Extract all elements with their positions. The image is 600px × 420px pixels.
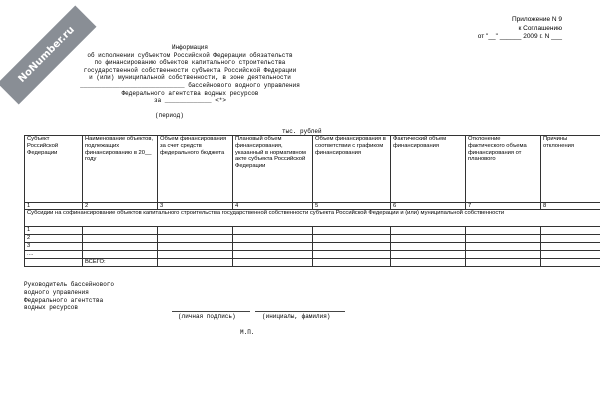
table-row (25, 243, 600, 251)
heading-period: за _____________ <*> (153, 97, 226, 105)
signatory-line: Федерального агентства (24, 296, 104, 304)
total-row (25, 259, 600, 267)
section-title: Субсидии на софинансирование объектов капитального строительства государственной собственности субъекта Российской Федерации и (или) муниципальной собственности (25, 210, 600, 227)
watermark-logo: NoNumber.ru (0, 6, 96, 105)
stamp-place: М.П. (240, 329, 255, 336)
heading-line: об исполнении субъектом Российской Федерации обязательств (87, 51, 293, 59)
signature-line (172, 311, 250, 312)
header-cell: Фактический объем финансирования (391, 136, 466, 203)
row-number: 1 (25, 227, 83, 235)
signatory-line: водного управления (24, 288, 89, 296)
report-table (24, 135, 600, 267)
appendix-agreement: к Соглашению (518, 24, 562, 32)
column-number: 2 (83, 203, 158, 210)
total-label: ВСЕГО: (83, 259, 158, 267)
column-number: 1 (25, 203, 83, 210)
heading-line: по финансированию объектов капитального строительства (94, 59, 286, 67)
appendix-number: Приложение N 9 (511, 16, 562, 23)
heading-line: государственной собственности субъекта Российской Федерации (83, 66, 297, 74)
name-caption: (инициалы, фамилия) (262, 313, 331, 320)
row-number: .... (25, 251, 83, 259)
heading-line: Информация (171, 44, 208, 51)
name-line (255, 311, 345, 312)
row-number: 3 (25, 243, 83, 251)
signatory-line: Руководитель бассейнового (24, 281, 115, 288)
heading-line: _____________________________ бассейнового водного управления (80, 81, 300, 89)
header-cell: Плановый объем финансирования, указанный в нормативном акте субъекта Российской Федерации (233, 136, 313, 203)
appendix-date: от "__" ______ 2009 г. N ___ (477, 33, 562, 40)
signatory-block (24, 281, 114, 312)
table-row (25, 235, 600, 243)
header-cell: Причины отклонения (541, 136, 600, 203)
period-label: (период) (155, 112, 184, 119)
header-cell: Объем финансирования в соответствии с графиком финансирования (313, 136, 391, 203)
header-cell: Субъект Российской Федерации (25, 136, 83, 203)
row-number: 2 (25, 235, 83, 243)
header-cell: Объем финансирования за счет средств федерального бюджета (158, 136, 233, 203)
table-row (25, 251, 600, 259)
table-row (25, 227, 600, 235)
table-header-row (25, 136, 600, 203)
document-heading (50, 44, 330, 105)
header-cell: Отклонение фактического объема финансирования от планового (466, 136, 541, 203)
heading-line: и (или) муниципальной собственности, в зоне деятельности (89, 74, 291, 82)
header-cell: Наименование объектов, подлежащих финансированию в 20__ году (83, 136, 158, 203)
column-number-row (25, 203, 600, 210)
column-number: 8 (541, 203, 600, 210)
column-number: 4 (233, 203, 313, 210)
signatory-line: водных ресурсов (24, 304, 79, 312)
appendix-block (478, 16, 562, 42)
column-number: 7 (466, 203, 541, 210)
column-number: 3 (158, 203, 233, 210)
column-number: 5 (313, 203, 391, 210)
column-number: 6 (391, 203, 466, 210)
units-label: тыс. рублей (282, 128, 322, 135)
section-row (25, 210, 600, 227)
heading-line: Федерального агентства водных ресурсов (121, 89, 259, 97)
signature-caption: (личная подпись) (178, 313, 236, 320)
